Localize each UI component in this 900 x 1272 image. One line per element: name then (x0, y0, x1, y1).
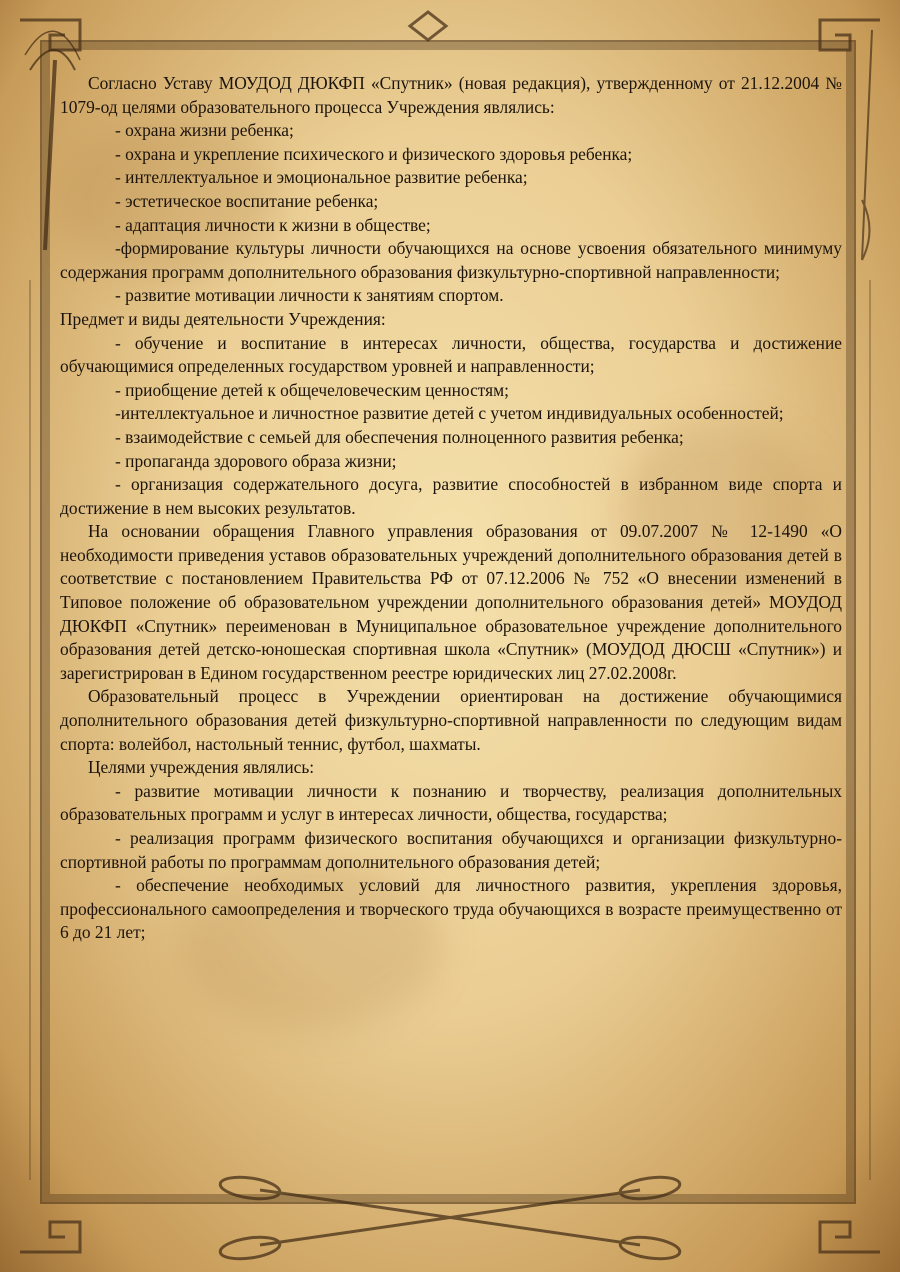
list-item: - взаимодействие с семьей для обеспечения полноценного развития ребенка; (115, 426, 684, 447)
list-item: -формирование культуры личности обучающихся на основе усвоения обязательного минимуму содержания программ дополнительного образования физкультурно-спортивной направленности; (60, 238, 842, 282)
list-item: - развитие мотивации личности к познанию и творчеству, реализация дополнительных образовательных программ и услуг в интересах личности, общества, государства; (60, 780, 842, 825)
list-item: - организация содержательного досуга, развитие способностей в избранном виде спорта и достижение в нем высоких результатов. (60, 474, 842, 518)
paragraph: Предмет и виды деятельности Учреждения: (60, 308, 386, 329)
list-item: - адаптация личности к жизни в обществе; (115, 214, 431, 235)
list-item: - интеллектуальное и эмоциональное развитие ребенка; (115, 167, 528, 188)
paragraph: Целями учреждения являлись: (88, 757, 315, 778)
list-item: - развитие мотивации личности к занятиям спортом. (115, 285, 504, 306)
list-item: - охрана и укрепление психического и физического здоровья ребенка; (115, 143, 633, 164)
paragraph: На основании обращения Главного управления образования от 09.07.2007 № 12-1490 «О необходимости приведения уставов образовательных учреждений дополнительного образования детей в соответствие с постановлением Правительства РФ от 07.12.2006 № 752 «О внесении изменений в Типовое положение об образовательном учреждении дополнительного образования детей» МОУДОД ДЮКФП «Спутник» переименован в Муниципальное образовательное учреждение дополнительного образования детей детско-юношеская спортивная школа «Спутник» (МОУДОД ДЮСШ «Спутник») и зарегистрирован в Едином государственном реестре юридических лиц 27.02.2008г. (60, 521, 842, 683)
list-item: - обеспечение необходимых условий для личностного развития, укрепления здоровья, профессионального самоопределения и творческого труда обучающихся в возрасте преимущественно от 6 до 21 лет; (60, 875, 842, 943)
list-item: -интеллектуальное и личностное развитие детей с учетом индивидуальных особенностей; (115, 403, 784, 424)
document-body (60, 72, 842, 945)
list-item: - пропаганда здорового образа жизни; (115, 450, 397, 471)
list-item: - обучение и воспитание в интересах личности, общества, государства и достижение обучающимися определенных государством уровней и направленности; (60, 332, 842, 377)
list-item: - эстетическое воспитание ребенка; (115, 190, 379, 211)
list-item: - реализация программ физического воспитания обучающихся и организации физкультурно-спортивной работы по программам дополнительного образования детей; (60, 828, 842, 872)
list-item: - охрана жизни ребенка; (115, 120, 294, 141)
list-item: - приобщение детей к общечеловеческим ценностям; (115, 379, 509, 400)
paragraph: Согласно Уставу МОУДОД ДЮКФП «Спутник» (новая редакция), утвержденному от 21.12.2004 № 1079-од целями образовательного процесса Учреждения являлись: (60, 73, 842, 117)
paragraph: Образовательный процесс в Учреждении ориентирован на достижение обучающимися дополнительного образования детей физкультурно-спортивной направленности по следующим видам спорта: волейбол, настольный теннис, футбол, шахматы. (60, 686, 842, 754)
